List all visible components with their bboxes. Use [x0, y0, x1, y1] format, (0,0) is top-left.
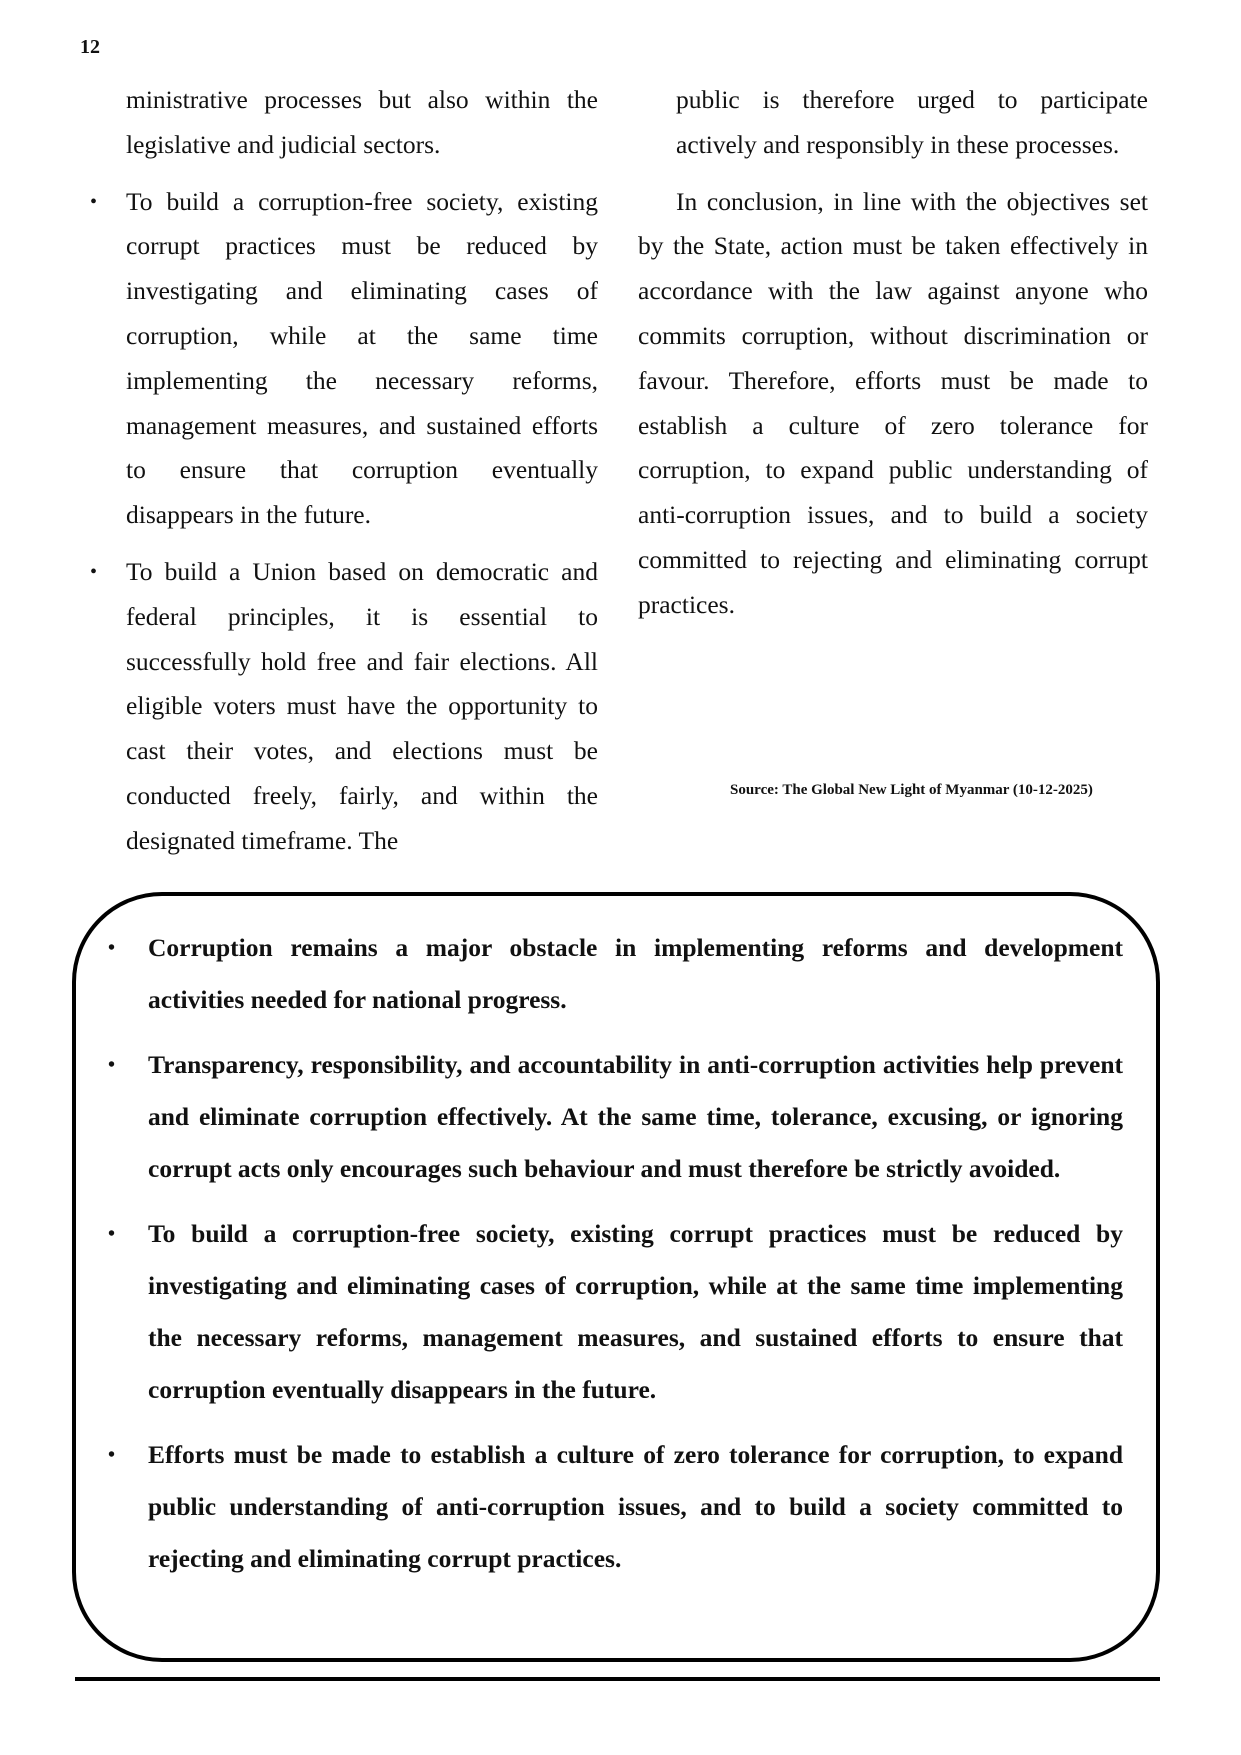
left-continuation-paragraph: ministrative processes but also within the legislative and judicial sectors. — [126, 85, 598, 159]
conclusion-paragraph: In conclusion, in line with the objectives set by the State, action must be taken effectively in accordance with the law against anyone who commits corruption, without discrimination or favour. Therefore, efforts must be made to establish a culture of zero tolerance for corruption, to expand public understanding of anti-corruption issues, and to build a society committed to rejecting and eliminating corrupt practices. — [638, 186, 1148, 619]
left-bullet-item — [88, 180, 598, 538]
bottom-rule-divider — [75, 1677, 1160, 1681]
summary-bullet-text: Efforts must be made to establish a culture of zero tolerance for corruption, to expand public understanding of anti-corruption issues, and to build a society committed to rejecting and eliminating corrupt practices. — [148, 1440, 1123, 1573]
summary-bullet-item — [108, 1208, 1123, 1416]
summary-box-list — [108, 922, 1123, 1598]
left-bullet-item — [88, 550, 598, 864]
summary-bullet-item — [108, 922, 1123, 1026]
summary-bullet-text: Transparency, responsibility, and accountability in anti-corruption activities help prevent and eliminate corruption effectively. At the same time, tolerance, excusing, or ignoring corrupt acts only encourages such behaviour and must therefore be strictly avoided. — [148, 1050, 1123, 1183]
bullet-icon: • — [108, 1444, 116, 1466]
bullet-icon: • — [90, 190, 98, 213]
bullet-icon: • — [90, 560, 98, 583]
page-number: 12 — [80, 36, 100, 58]
source-citation: Source: The Global New Light of Myanmar (10-12-2025) — [730, 782, 1093, 798]
bullet-icon: • — [108, 937, 116, 959]
left-bullet-text: To build a Union based on democratic and federal principles, it is essential to successfully hold free and fair elections. All eligible voters must have the opportunity to cast their votes, and elections must be conducted freely, fairly, and within the designated timeframe. The — [126, 556, 598, 855]
bullet-icon: • — [108, 1054, 116, 1076]
summary-bullet-item — [108, 1039, 1123, 1195]
right-column — [638, 78, 1148, 628]
left-bullet-text: To build a corruption-free society, existing corrupt practices must be reduced by investigating and eliminating cases of corruption, while at the same time implementing the necessary reforms, management measures, and sustained efforts to ensure that corruption eventually disappears in the future. — [126, 186, 598, 530]
summary-bullet-text: Corruption remains a major obstacle in implementing reforms and development activities needed for national progress. — [148, 933, 1123, 1014]
right-continuation-paragraph: public is therefore urged to participate actively and responsibly in these processes. — [676, 85, 1148, 159]
bullet-icon: • — [108, 1223, 116, 1245]
summary-bullet-item — [108, 1429, 1123, 1585]
left-column — [88, 78, 598, 864]
summary-bullet-text: To build a corruption-free society, existing corrupt practices must be reduced by investigating and eliminating cases of corruption, while at the same time implementing the necessary reforms, management measures, and sustained efforts to ensure that corruption eventually disappears in the future. — [148, 1219, 1123, 1404]
